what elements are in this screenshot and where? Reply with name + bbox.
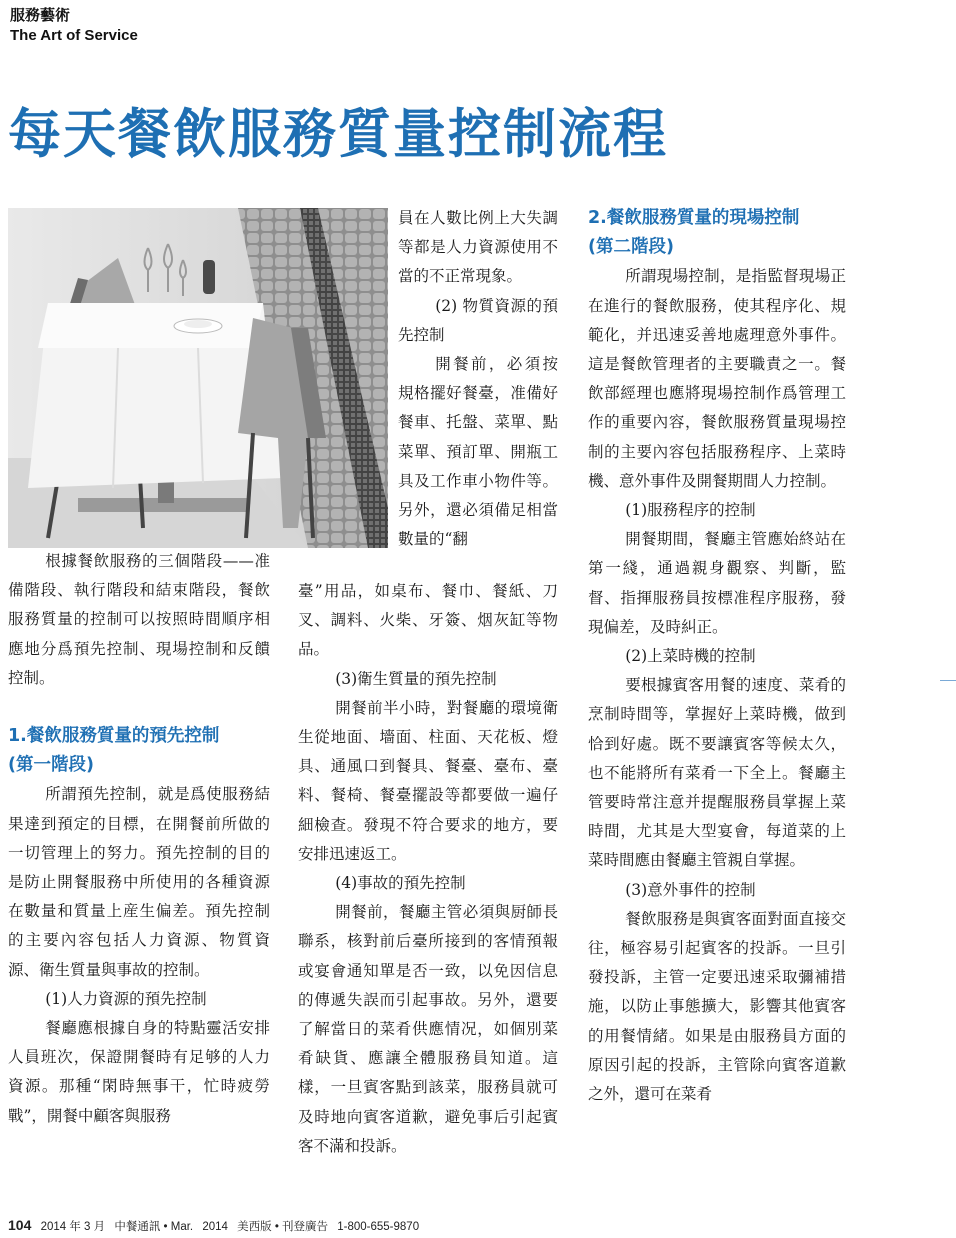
subheading-human-resources: (1)人力資源的預先控制: [45, 989, 207, 1008]
subheading-incidents: (3)意外事件的控制: [625, 880, 756, 899]
page-number: 104: [8, 1217, 32, 1233]
page-footer: [8, 1216, 425, 1236]
section-label-en: The Art of Service: [10, 27, 138, 44]
paragraph-incidents: 餐飲服務是與賓客面對面直接交往，極容易引起賓客的投訴。一旦引發投訴，主管一定要迅速采取彌補措施，以防止事態擴大，影響其他賓客的用餐情緒。如果是由服務員方面的原因引起的投訴，主管除向賓客道歉之外，還可在菜肴: [588, 909, 846, 1104]
issue-date: 2014 年 3 月: [40, 1221, 106, 1233]
section-header: [10, 4, 138, 46]
paragraph-serving-timing: 要根據賓客用餐的速度、菜肴的烹制時間等，掌握好上菜時機，做到恰到好處。既不要讓賓客等候太久，也不能將所有菜肴一下全上。餐廳主管要時常注意并提醒服務員掌握上菜時間，尤其是大型宴會，每道菜的上菜時間應由餐廳主管親自掌握。: [588, 676, 846, 870]
issue-year: 2014: [202, 1221, 228, 1233]
column-3: [588, 204, 846, 1109]
heading-phase-one: (第一階段): [8, 755, 94, 776]
subheading-service-procedure: (1)服務程序的控制: [625, 501, 756, 520]
paragraph-continued: 員在人數比例上大失調等都是人力資源使用不當的不正常現象。: [398, 209, 558, 286]
advertising-phone: 1-800-655-9870: [337, 1221, 420, 1233]
column-2-bottom: [298, 577, 558, 1161]
subheading-hygiene: (3)衛生質量的預先控制: [335, 669, 497, 688]
heading-phase-two: (第二階段): [588, 237, 674, 258]
subheading-accidents: (4)事故的預先控制: [335, 874, 466, 893]
section-label-zh: 服務藝術: [10, 6, 71, 24]
magazine-name: 中餐通訊 • Mar.: [114, 1221, 194, 1233]
edition-label: 美西版 • 刊登廣告: [237, 1221, 329, 1233]
intro-paragraph: 根據餐飲服務的三個階段——准備階段、執行階段和結束階段，餐飲服務質量的控制可以按照時間順序相應地分爲預先控制、現場控制和反饋控制。: [8, 552, 270, 687]
paragraph-preventive-definition: 所謂預先控制，就是爲使服務結果達到預定的目標，在開餐前所做的一切管理上的努力。預先控制的目的是防止開餐服務中所使用的各種資源在數量和質量上産生偏差。預先控制的主要內容包括人力資源、物質資源、衛生質量與事故的控制。: [8, 785, 270, 979]
paragraph-material-resources: 開餐前，必須按規格擺好餐臺，准備好餐車、托盤、菜單、點菜單、預訂單、開瓶工具及工作車小物件等。另外，還必須備足相當數量的“翻: [398, 355, 558, 549]
paragraph-material-resources-cont: 臺”用品，如桌布、餐巾、餐紙、刀叉、調料、火柴、牙簽、烟灰缸等物品。: [298, 582, 558, 659]
heading-onsite-control: 2.餐飲服務質量的現場控制: [588, 208, 800, 228]
article-title: 每天餐飲服務質量控制流程: [8, 103, 668, 165]
paragraph-service-procedure: 開餐期間，餐廳主管應始終站在第一綫，通過親身觀察、判斷，監督、指揮服務員按標准程序服務，發現偏差，及時糾正。: [588, 530, 846, 636]
paragraph-hygiene: 開餐前半小時，對餐廳的環境衛生從地面、墻面、柱面、天花板、燈具、通風口到餐具、餐臺、臺布、臺料、餐椅、餐臺擺設等都要做一遍仔細檢查。發現不符合要求的地方，要安排迅速返工。: [298, 698, 558, 863]
paragraph-accidents: 開餐前，餐廳主管必須與厨師長聯系，核對前后臺所接到的客情預報或宴會通知單是否一致，以免因信息的傳遞失誤而引起事故。另外，還要了解當日的菜肴供應情况，如個別菜肴缺貨、應讓全體服務員知道。這樣，一旦賓客點到該菜，服務員就可及時地向賓客道歉，避免事后引起賓客不滿和投訴。: [298, 903, 558, 1155]
subheading-material-resources: (2) 物質資源的預先控制: [398, 296, 558, 344]
subheading-serving-timing: (2)上菜時機的控制: [625, 647, 756, 666]
column-2-top: [398, 204, 558, 554]
restaurant-table-photo: [8, 208, 388, 548]
heading-preventive-control: 1.餐飲服務質量的預先控制: [8, 726, 220, 747]
paragraph-human-resources: 餐廳應根據自身的特點靈活安排人員班次，保證開餐時有足够的人力資源。那種“閑時無事干，忙時疲勞戰”，開餐中顧客與服務: [8, 1019, 270, 1125]
margin-mark: [940, 680, 956, 681]
paragraph-onsite-definition: 所謂現場控制，是指監督現場正在進行的餐飲服務，使其程序化、規範化，并迅速妥善地處理意外事件。這是餐飲管理者的主要職責之一。餐飲部經理也應將現場控制作爲管理工作的重要內容，餐飲服務質量現場控制的主要內容包括服務程序、上菜時機、意外事件及開餐期間人力控制。: [588, 267, 846, 490]
column-1: [8, 547, 270, 1131]
